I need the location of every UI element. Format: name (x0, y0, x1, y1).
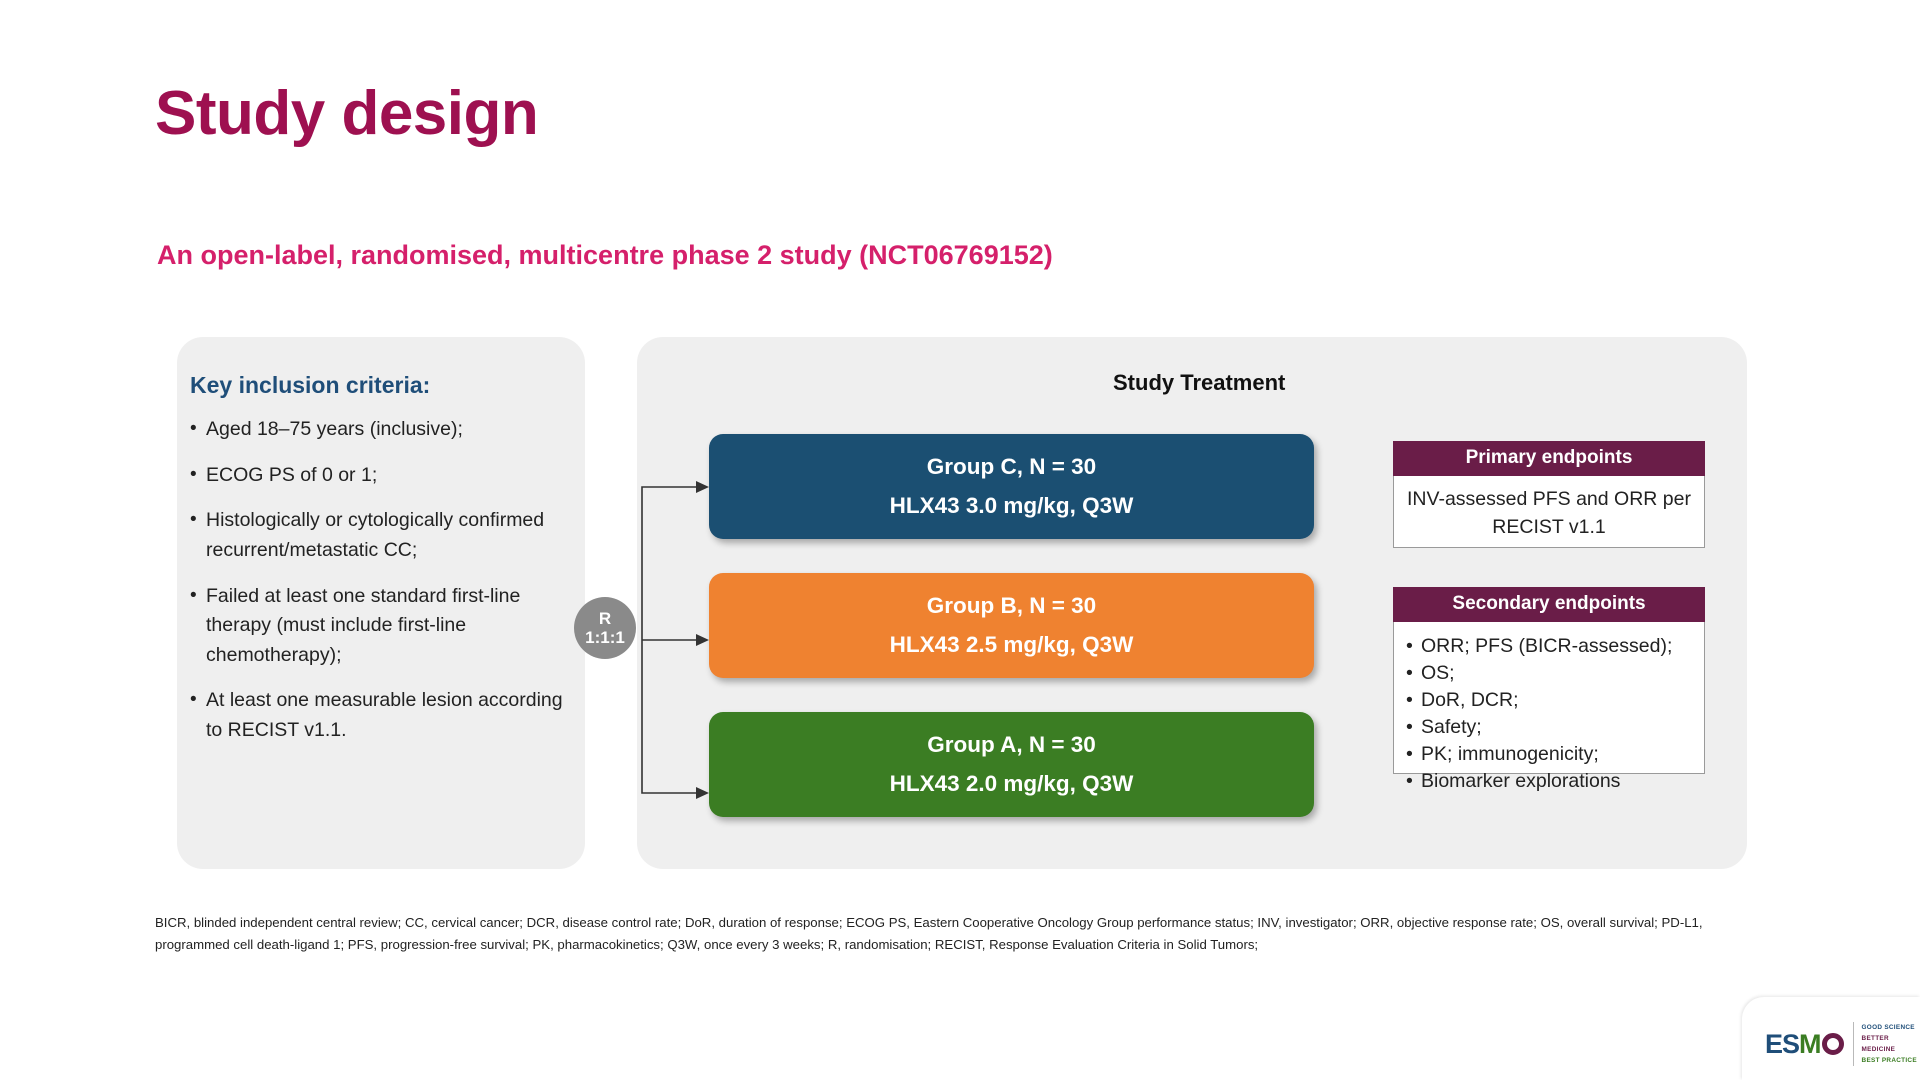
list-item (1406, 768, 1692, 795)
tagline-line-1: GOOD SCIENCE (1861, 1024, 1915, 1031)
esmo-logo (1765, 1022, 1920, 1066)
bullet-icon: • (190, 689, 197, 711)
treatment-group-b (709, 573, 1314, 678)
secondary-endpoints-list (1393, 622, 1705, 792)
bullet-icon: • (190, 584, 197, 606)
list-item (1406, 741, 1692, 768)
list-item (1406, 633, 1692, 660)
list-item (190, 461, 580, 491)
group-dose: HLX43 3.0 mg/kg, Q3W (889, 493, 1134, 518)
randomisation-ratio: 1:1:1 (585, 628, 625, 647)
bullet-icon: • (1406, 769, 1413, 792)
treatment-group-a (709, 712, 1314, 817)
list-item (1406, 714, 1692, 741)
list-item-label: Failed at least one standard first-line therapy (must include first-line chemotherapy); (206, 584, 521, 666)
esmo-ring-icon (1822, 1033, 1844, 1055)
list-item-label: Aged 18–75 years (inclusive); (206, 418, 463, 440)
bullet-icon: • (190, 418, 197, 439)
esmo-letters-es: ES (1765, 1028, 1800, 1059)
bullet-icon: • (1406, 688, 1413, 711)
list-item-label: Biomarker explorations (1421, 769, 1621, 792)
group-dose: HLX43 2.0 mg/kg, Q3W (889, 771, 1134, 796)
list-item (190, 582, 580, 671)
bullet-icon: • (1406, 715, 1413, 738)
group-name: Group C, N = 30 (926, 454, 1097, 479)
list-item-label: DoR, DCR; (1421, 688, 1519, 711)
bullet-icon: • (1406, 742, 1413, 765)
list-item-label: Histologically or cytologically confirmed recurrent/metastatic CC; (206, 509, 545, 561)
treatment-group-c (709, 434, 1314, 539)
inclusion-criteria-heading: Key inclusion criteria: (190, 372, 431, 398)
primary-endpoints-block (1393, 441, 1705, 548)
bullet-icon: • (1406, 635, 1413, 657)
tagline-line-3: BEST PRACTICE (1861, 1057, 1917, 1065)
footnote-line-1: BICR, blinded independent central review; CC, cervical cancer; DCR, disease control rate; DoR, duration of response; ECOG PS, Eastern Cooperative Oncology Group performance status; INV, investigator; ORR, objective response rate; OS, overall survival; PD-L1, (155, 915, 1703, 930)
list-item-label: OS; (1421, 661, 1455, 684)
bullet-icon: • (1406, 661, 1413, 684)
page-title: Study design (155, 79, 539, 148)
primary-endpoints-text: INV-assessed PFS and ORR per RECIST v1.1 (1393, 476, 1705, 548)
list-item-label: ORR; PFS (BICR-assessed); (1421, 635, 1673, 657)
list-item (190, 686, 580, 745)
footnote-line-2: programmed cell death-ligand 1; PFS, progression-free survival; PK, pharmacokinetics; Q3W, once every 3 weeks; R, randomisation; RECIST, Response Evaluation Criteria in Solid Tumors; (155, 936, 1259, 952)
study-treatment-heading: Study Treatment (1113, 370, 1286, 395)
primary-endpoints-header: Primary endpoints (1393, 441, 1705, 476)
inclusion-criteria-list (190, 415, 580, 762)
randomisation-label: R (598, 608, 612, 628)
esmo-letter-m: M (1799, 1028, 1821, 1059)
esmo-wordmark (1765, 1028, 1844, 1059)
randomisation-node (574, 597, 636, 659)
page-subtitle: An open-label, randomised, multicentre phase 2 study (NCT06769152) (157, 240, 1053, 270)
group-dose: HLX43 2.5 mg/kg, Q3W (889, 632, 1134, 657)
group-name: Group B, N = 30 (926, 593, 1097, 618)
bullet-icon: • (190, 463, 197, 485)
secondary-endpoints-header: Secondary endpoints (1393, 587, 1705, 622)
randomisation-arrows (636, 470, 716, 810)
secondary-endpoints-block (1393, 587, 1705, 792)
list-item-label: ECOG PS of 0 or 1; (206, 463, 378, 486)
list-item (190, 415, 580, 445)
list-item-label: At least one measurable lesion according to RECIST v1.1. (206, 689, 563, 741)
arrow-lines-icon (636, 470, 716, 810)
esmo-tagline (1853, 1022, 1920, 1066)
group-name: Group A, N = 30 (927, 732, 1096, 757)
list-item (1406, 660, 1692, 687)
tagline-line-2: BETTER MEDICINE (1861, 1035, 1896, 1054)
list-item-label: PK; immunogenicity; (1421, 742, 1599, 765)
bullet-icon: • (190, 509, 197, 531)
abbreviations-footnote (155, 912, 1735, 956)
list-item-label: Safety; (1421, 715, 1482, 738)
list-item (190, 506, 580, 565)
list-item (1406, 687, 1692, 714)
